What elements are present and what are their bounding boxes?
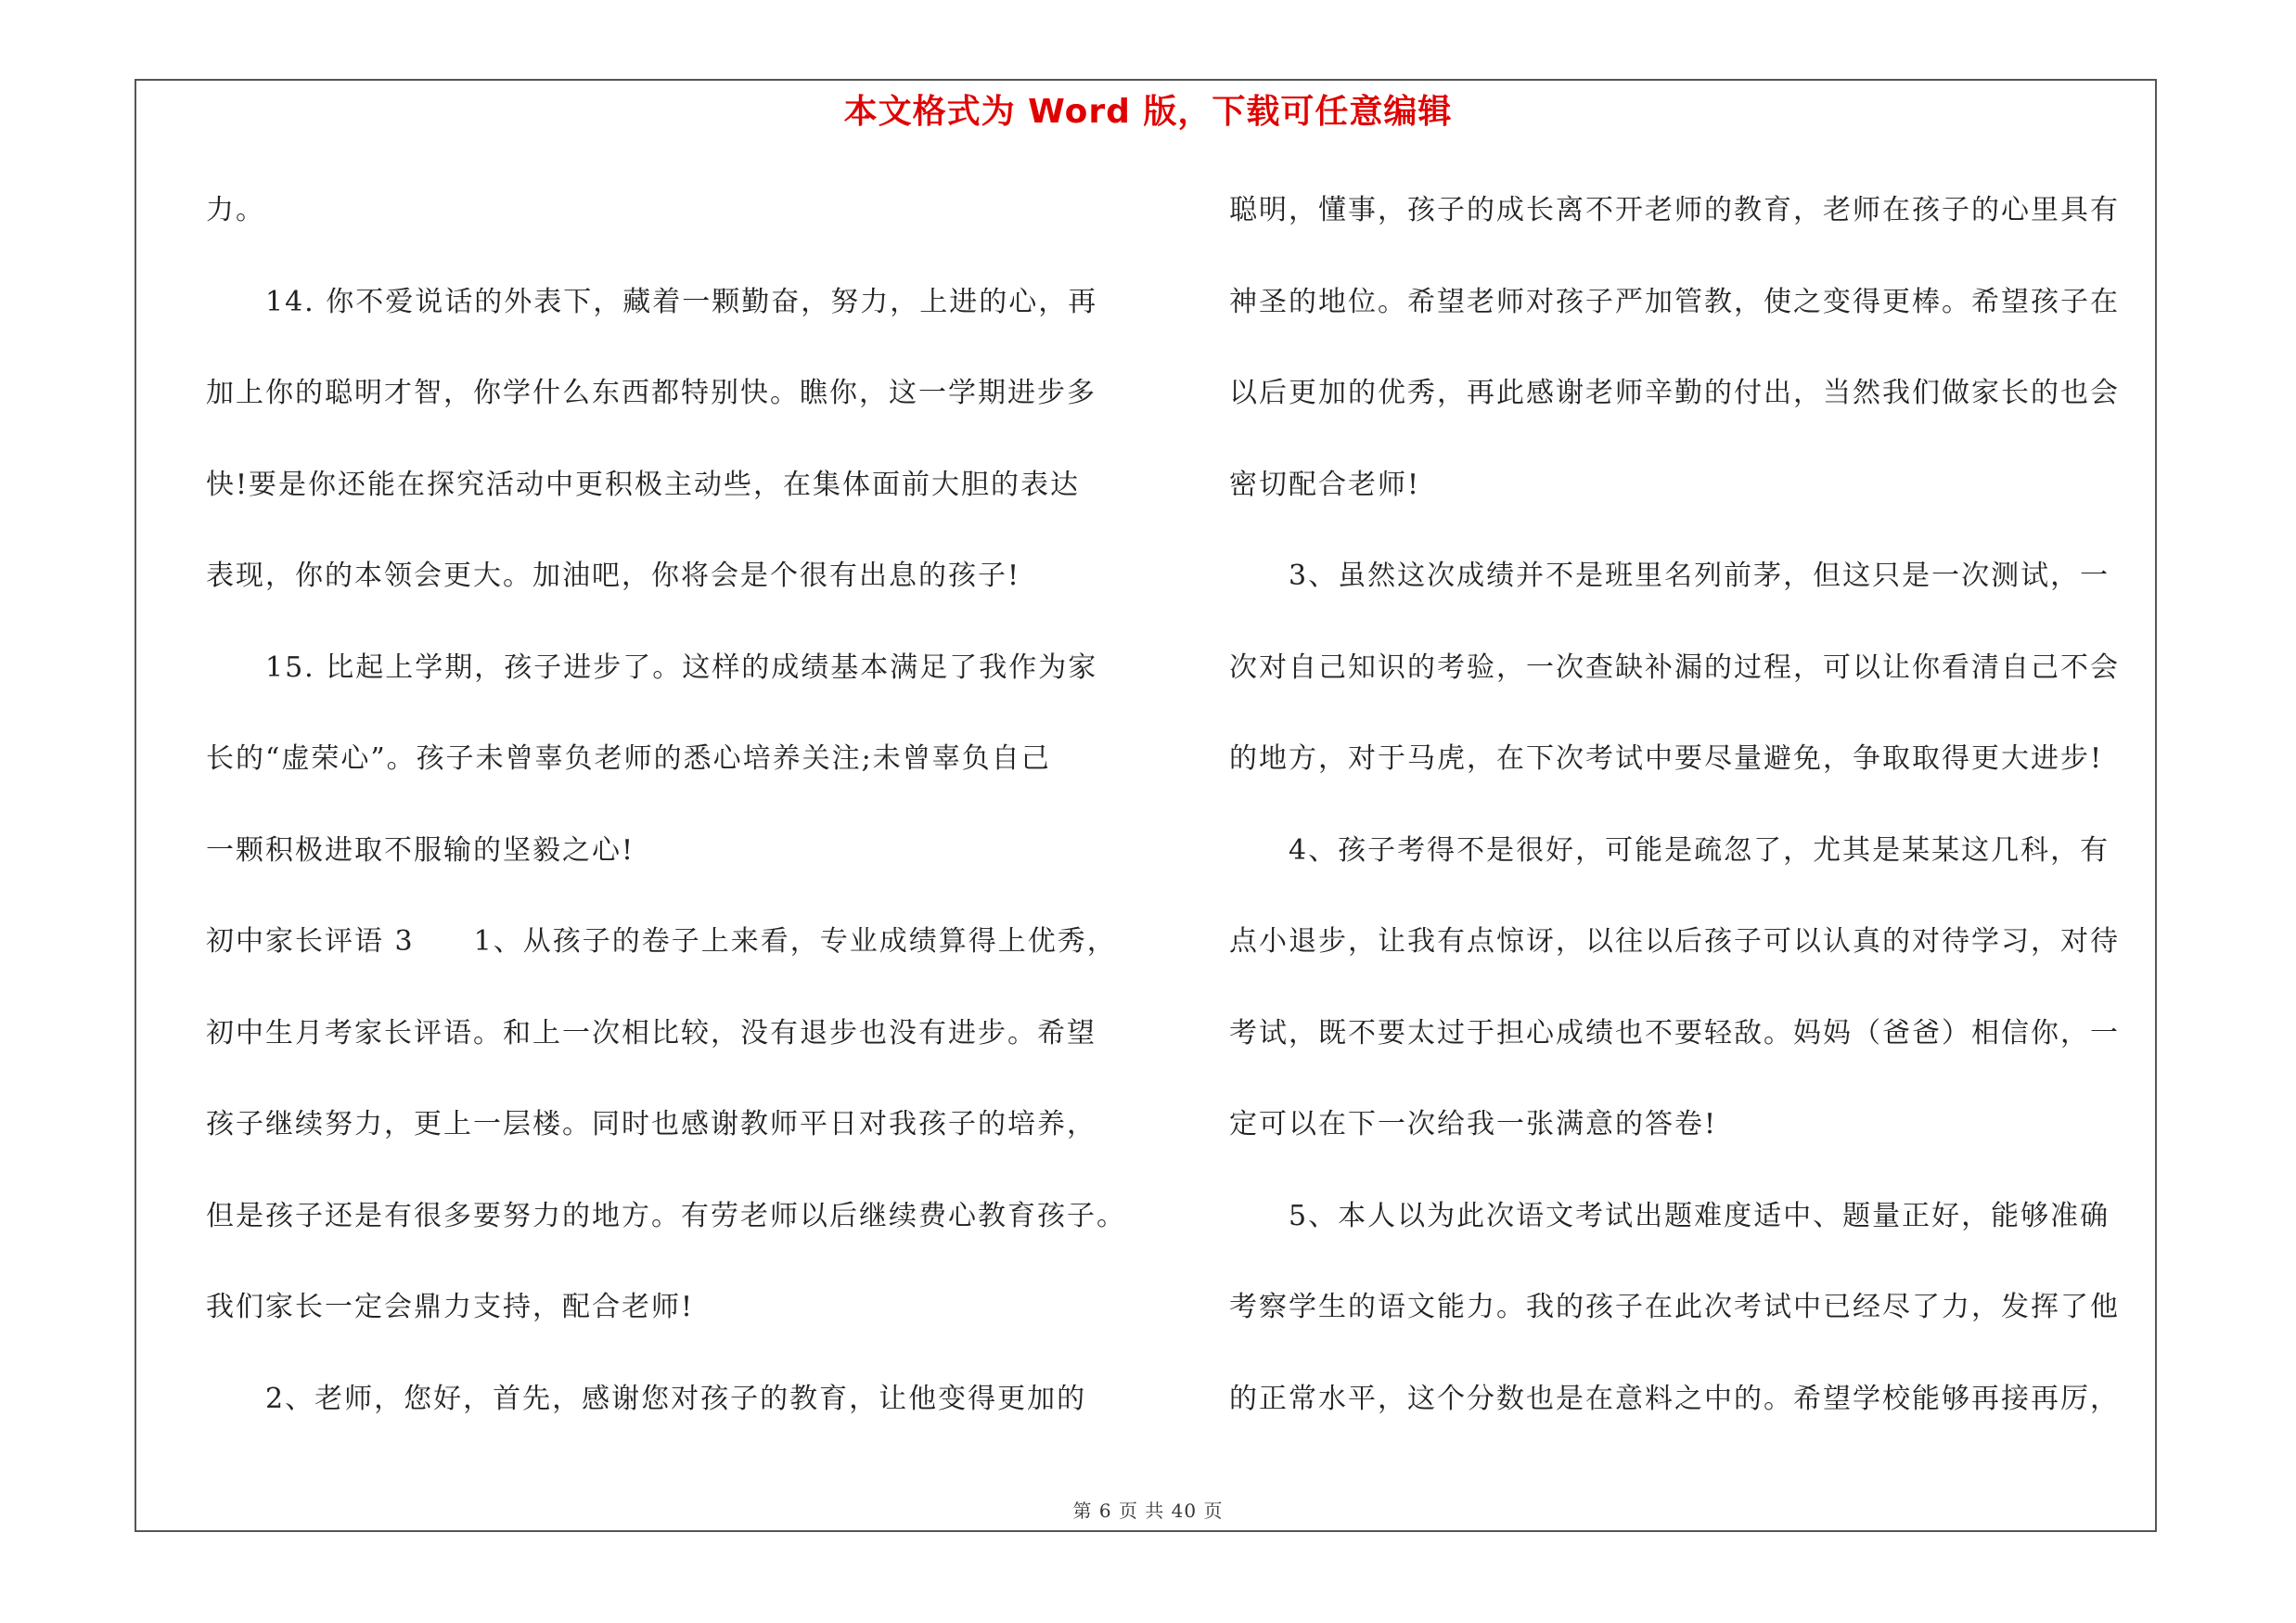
text-line: 以后更加的优秀，再此感谢老师辛勤的付出，当然我们做家长的也会 (1229, 377, 2120, 409)
page-number: 第 6 页 共 40 页 (1072, 1500, 1224, 1522)
text-line: 定可以在下一次给我一张满意的答卷! (1229, 1108, 1718, 1140)
text-line: 考试，既不要太过于担心成绩也不要轻敌。妈妈（爸爸）相信你，一 (1229, 1016, 2120, 1050)
text-line: 5、本人以为此次语文考试出题难度适中、题量正好，能够准确 (1229, 1199, 2110, 1232)
text-line: 长的“虚荣心”。孩子未曾辜负老师的悉心培养关注;未曾辜负自己 (206, 742, 1051, 775)
text-line: 初中生月考家长评语。和上一次相比较，没有退步也没有进步。希望 (206, 1016, 1097, 1050)
text-line: 我们家长一定会鼎力支持，配合老师! (206, 1291, 695, 1323)
text-line: 考察学生的语文能力。我的孩子在此次考试中已经尽了力，发挥了他 (1229, 1291, 2120, 1323)
text-line: 孩子继续努力，更上一层楼。同时也感谢教师平日对我孩子的培养， (206, 1108, 1097, 1140)
text-line: 表现，你的本领会更大。加油吧，你将会是个很有出息的孩子! (206, 560, 1021, 592)
text-line: 力。 (206, 194, 265, 226)
text-line: 的正常水平，这个分数也是在意料之中的。希望学校能够再接再厉， (1229, 1382, 2120, 1415)
text-line: 快!要是你还能在探究活动中更积极主动些，在集体面前大胆的表达 (206, 468, 1081, 501)
text-line: 初中家长评语 3 1、从孩子的卷子上来看，专业成绩算得上优秀， (206, 925, 1117, 958)
right-text-column (1229, 183, 2157, 1462)
text-line: 次对自己知识的考验，一次查缺补漏的过程，可以让你看清自己不会 (1229, 650, 2120, 684)
header-banner: 本文格式为 Word 版，下载可任意编辑 (843, 93, 1453, 131)
text-line: 14. 你不爱说话的外表下，藏着一颗勤奋，努力，上进的心，再 (206, 285, 1098, 318)
text-line: 一颗积极进取不服输的坚毅之心! (206, 833, 635, 867)
left-text-column (206, 183, 1134, 1462)
text-line: 但是孩子还是有很多要努力的地方。有劳老师以后继续费心教育孩子。 (206, 1199, 1126, 1232)
text-line: 神圣的地位。希望老师对孩子严加管教，使之变得更棒。希望孩子在 (1229, 285, 2120, 318)
text-line: 3、虽然这次成绩并不是班里名列前茅，但这只是一次测试，一 (1229, 560, 2110, 592)
text-line: 加上你的聪明才智，你学什么东西都特别快。瞧你，这一学期进步多 (206, 377, 1097, 409)
text-line: 点小退步，让我有点惊讶，以往以后孩子可以认真的对待学习，对待 (1229, 925, 2120, 958)
text-line: 15. 比起上学期，孩子进步了。这样的成绩基本满足了我作为家 (206, 650, 1098, 684)
text-line: 密切配合老师! (1229, 468, 1421, 501)
text-line: 的地方，对于马虎，在下次考试中要尽量避免，争取取得更大进步! (1229, 742, 2104, 775)
text-line: 4、孩子考得不是很好，可能是疏忽了，尤其是某某这几科，有 (1229, 833, 2110, 867)
text-line: 2、老师，您好，首先，感谢您对孩子的教育，让他变得更加的 (206, 1382, 1087, 1415)
text-line: 聪明，懂事，孩子的成长离不开老师的教育，老师在孩子的心里具有 (1229, 194, 2120, 226)
